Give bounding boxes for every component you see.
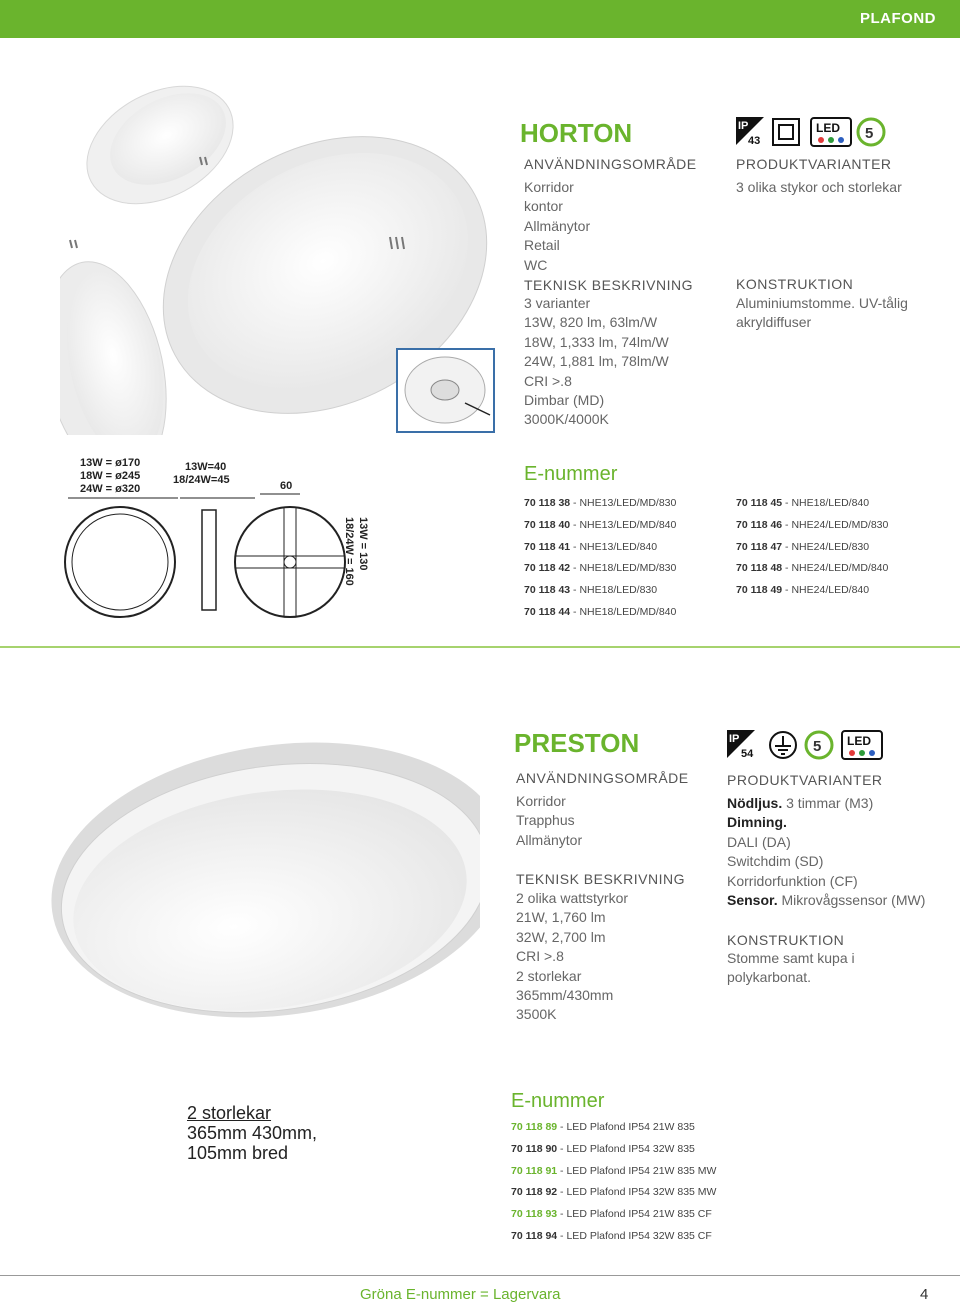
ip-number: 54 <box>741 748 754 760</box>
enummer-description: - NHE24/LED/830 <box>782 540 870 553</box>
enummer-row <box>511 1226 716 1248</box>
sizes-note-line: 365mm 430mm, <box>187 1123 318 1143</box>
drawing-height-label: 13W = 130 <box>357 517 369 571</box>
horton-enummer-title: E-nummer <box>524 463 618 485</box>
variant-emergency-label: Nödljus. <box>727 795 783 811</box>
list-item: 21W, 1,760 lm <box>516 909 606 926</box>
enummer-number: 70 118 46 <box>736 518 783 531</box>
list-item: Stomme samt kupa i <box>727 950 855 966</box>
footer-divider <box>0 1275 960 1276</box>
enummer-description: - NHE18/LED/830 <box>570 584 658 597</box>
list-item: Retail <box>524 237 560 254</box>
list-item: DALI (DA) <box>727 833 791 850</box>
list-item: 365mm/430mm <box>516 987 614 1004</box>
preston-title: PRESTON <box>514 728 640 758</box>
section-divider <box>0 646 960 648</box>
horton-technical-drawing <box>60 452 390 642</box>
enummer-description: - LED Plafond IP54 32W 835 <box>557 1142 695 1155</box>
list-item: Dimbar (MD) <box>524 392 605 409</box>
warranty-years: 5 <box>813 738 822 755</box>
enummer-row <box>736 515 888 537</box>
led-label: LED <box>816 121 840 135</box>
drawing-size-label: 24W = ø320 <box>80 483 141 495</box>
enummer-number: 70 118 45 <box>736 497 783 509</box>
enummer-row <box>524 515 676 537</box>
list-item: 18W, 1,333 lm, 74lm/W <box>524 333 669 350</box>
enummer-number: 70 118 47 <box>736 540 783 553</box>
preston-usage-list <box>516 792 582 850</box>
enummer-description: - NHE18/LED/MD/840 <box>570 605 677 618</box>
enummer-number: 70 118 43 <box>524 584 571 597</box>
preston-tech-heading: TEKNISK BESKRIVNING <box>516 871 685 887</box>
horton-usage-list <box>524 178 590 275</box>
enummer-description: - NHE24/LED/MD/830 <box>782 518 889 531</box>
enummer-description: - NHE13/LED/MD/840 <box>570 518 677 531</box>
ip-label: IP <box>729 733 740 745</box>
drawing-spacing-label: 13W=40 <box>185 461 227 473</box>
enummer-row <box>511 1161 716 1183</box>
horton-construction-heading: KONSTRUKTION <box>736 276 854 292</box>
enummer-description: - LED Plafond IP54 21W 835 CF <box>557 1208 712 1221</box>
variant-sensor <box>727 891 957 910</box>
list-item: 13W, 820 lm, 63lm/W <box>524 314 658 331</box>
drawing-size-label: 18W = ø245 <box>80 470 141 482</box>
list-item: 3 varianter <box>524 295 591 311</box>
preston-variants-list <box>727 794 957 910</box>
enummer-row <box>524 558 676 580</box>
enummer-number: 70 118 44 <box>524 605 571 618</box>
warranty-years: 5 <box>865 125 874 142</box>
warranty-icon <box>806 732 832 758</box>
variant-sensor-text: Mikrovågssensor (MW) <box>777 892 926 909</box>
list-item: 2 storlekar <box>516 967 582 984</box>
variant-sensor-label: Sensor. <box>727 892 778 909</box>
enummer-description: - NHE24/LED/840 <box>782 584 870 597</box>
drawing-height-label: 18/24W = 160 <box>343 517 355 586</box>
preston-sizes-note <box>187 1103 317 1163</box>
list-item: Korridor <box>516 793 566 809</box>
horton-construction-block <box>736 294 936 333</box>
horton-enummer-list-right <box>736 493 888 602</box>
horton-variants-heading: PRODUKTVARIANTER <box>736 156 892 172</box>
enummer-description: - LED Plafond IP54 21W 835 <box>557 1121 695 1133</box>
list-item: 32W, 2,700 lm <box>516 928 606 945</box>
sizes-note-line: 105mm bred <box>187 1143 289 1163</box>
list-item: Korridor <box>524 179 574 195</box>
enummer-row <box>511 1117 716 1139</box>
ip-label: IP <box>738 120 749 132</box>
variant-dimming <box>727 813 957 832</box>
preston-usage-heading: ANVÄNDNINGSOMRÅDE <box>516 770 689 786</box>
enummer-number: 70 118 89 <box>511 1121 558 1133</box>
enummer-number: 70 118 93 <box>511 1208 558 1221</box>
list-item: Korridorfunktion (CF) <box>727 872 858 889</box>
enummer-description: - NHE18/LED/MD/830 <box>570 562 677 575</box>
earth-ground-icon <box>770 732 796 758</box>
drawing-depth-label: 60 <box>280 480 293 492</box>
horton-icon-row <box>736 115 886 149</box>
enummer-description: - NHE13/LED/840 <box>570 540 658 553</box>
enummer-number: 70 118 48 <box>736 562 783 575</box>
horton-construction-text: Aluminiumstomme. UV-tålig akryldiffuser <box>736 295 908 331</box>
enummer-description: - NHE24/LED/MD/840 <box>782 562 889 575</box>
list-item: WC <box>524 256 548 273</box>
drawing-spacing-label: 18/24W=45 <box>173 474 230 486</box>
led-icon <box>842 731 882 759</box>
enummer-number: 70 118 94 <box>511 1229 558 1242</box>
list-item: Trapphus <box>516 812 575 829</box>
list-item: 2 olika wattstyrkor <box>516 890 629 906</box>
ip-rating-icon <box>736 117 764 147</box>
horton-variants-block <box>736 178 902 197</box>
enummer-row <box>511 1182 716 1204</box>
ip-rating-icon <box>727 730 755 760</box>
page-number: 4 <box>920 1286 929 1303</box>
preston-enummer-title: E-nummer <box>511 1090 605 1112</box>
preston-construction-heading: KONSTRUKTION <box>727 932 845 948</box>
horton-title: HORTON <box>520 118 633 148</box>
preston-product-image <box>50 710 480 1020</box>
enummer-number: 70 118 91 <box>511 1164 558 1177</box>
warranty-icon <box>858 119 884 145</box>
enummer-row <box>736 580 888 602</box>
preston-construction-list <box>727 949 855 988</box>
enummer-row <box>736 558 888 580</box>
enummer-number: 70 118 90 <box>511 1142 558 1155</box>
led-label: LED <box>847 734 871 748</box>
list-item: 24W, 1,881 lm, 78lm/W <box>524 353 669 370</box>
list-item: CRI >.8 <box>516 948 564 965</box>
list-item: 3000K/4000K <box>524 411 609 428</box>
list-item: polykarbonat. <box>727 969 812 986</box>
enummer-row <box>524 493 676 515</box>
horton-enummer-list-left <box>524 493 676 624</box>
preston-icon-row <box>727 728 887 762</box>
enummer-description: - NHE18/LED/840 <box>782 497 870 509</box>
enummer-description: - NHE13/LED/MD/830 <box>570 497 677 509</box>
enummer-number: 70 118 92 <box>511 1186 558 1199</box>
enummer-row <box>524 537 676 559</box>
enummer-number: 70 118 40 <box>524 518 571 531</box>
variant-emergency-text: 3 timmar (M3) <box>782 795 874 811</box>
horton-usage-heading: ANVÄNDNINGSOMRÅDE <box>524 156 697 172</box>
preston-enummer-list <box>511 1117 716 1248</box>
list-item: CRI >.8 <box>524 372 572 389</box>
enummer-description: - LED Plafond IP54 21W 835 MW <box>557 1164 717 1177</box>
class-ii-icon <box>773 119 799 145</box>
enummer-row <box>511 1139 716 1161</box>
enummer-description: - LED Plafond IP54 32W 835 CF <box>557 1229 712 1242</box>
list-item: Allmänytor <box>524 217 591 234</box>
enummer-row <box>524 580 676 602</box>
list-item: kontor <box>524 198 563 215</box>
header-bar <box>0 0 960 38</box>
drawing-size-label: 13W = ø170 <box>80 457 141 469</box>
enummer-description: - LED Plafond IP54 32W 835 MW <box>557 1186 717 1199</box>
horton-product-image <box>60 85 500 435</box>
enummer-row <box>511 1204 716 1226</box>
preston-variants-heading: PRODUKTVARIANTER <box>727 772 883 788</box>
enummer-number: 70 118 41 <box>524 540 571 553</box>
horton-variants-text: 3 olika stykor och storlekar <box>736 179 902 195</box>
preston-tech-list <box>516 889 628 1025</box>
led-icon <box>811 118 851 146</box>
enummer-number: 70 118 42 <box>524 562 571 575</box>
header-title: PLAFOND <box>860 10 936 27</box>
ip-number: 43 <box>748 135 761 147</box>
list-item: Allmänytor <box>516 831 583 848</box>
list-item: 3500K <box>516 1006 557 1023</box>
list-item: Switchdim (SD) <box>727 853 824 870</box>
variant-dimming-label: Dimning. <box>727 814 787 831</box>
enummer-row <box>736 537 888 559</box>
footer-stock-note: Gröna E-nummer = Lagervara <box>360 1286 561 1303</box>
enummer-number: 70 118 49 <box>736 584 783 597</box>
sizes-note-heading: 2 storlekar <box>187 1103 272 1123</box>
enummer-row <box>524 602 676 624</box>
variant-emergency <box>727 794 957 813</box>
enummer-number: 70 118 38 <box>524 497 571 509</box>
horton-tech-heading: TEKNISK BESKRIVNING <box>524 277 693 293</box>
enummer-row <box>736 493 888 515</box>
horton-tech-list <box>524 294 669 430</box>
